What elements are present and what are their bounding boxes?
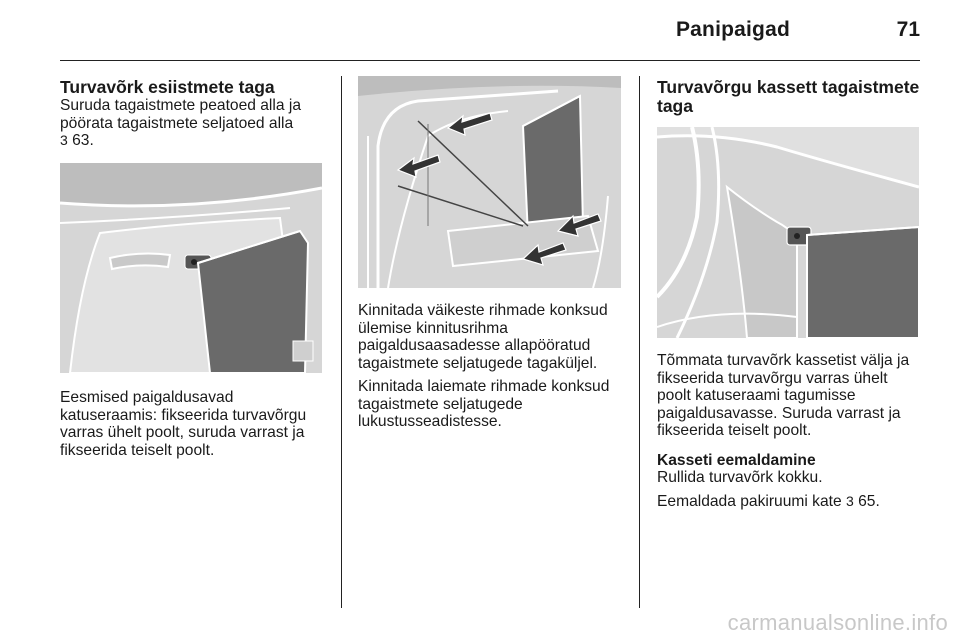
figure-cassette-rear [657, 127, 919, 338]
paragraph-line: Kinnitada väikeste rihmade konksud [358, 302, 608, 319]
paragraph-line: fikseerida turvavõrgu varras ühelt [657, 369, 888, 387]
figure-strap-hooks [358, 76, 621, 288]
section-heading: Turvavõrk esiistmete taga [60, 77, 275, 97]
illustration-cassette-mount [657, 127, 919, 338]
heading-line: Turvavõrgu kassett tagaistmete [657, 77, 920, 97]
page-reference-icon: 3 [845, 492, 854, 509]
paragraph-line: tagaistmete seljatugede [358, 395, 523, 413]
reference-line [657, 493, 927, 511]
caption-line: Eesmised paigaldusavad [60, 389, 234, 406]
page-header-title: Panipaigad [675, 18, 790, 41]
paragraph-line: poolt katuseraami tagumisse [657, 387, 856, 404]
paragraph-line: Tõmmata turvavõrk kassetist välja ja [657, 352, 910, 369]
intro-line: Suruda tagaistmete peatoed alla ja [60, 97, 302, 114]
figure-front-mounting-point [60, 163, 322, 373]
caption-line: varras ühelt poolt, suruda varrast ja [60, 424, 305, 441]
caption-line: katuseraamis: fikseerida turvavõrgu [60, 406, 307, 424]
column-divider-2 [639, 76, 640, 608]
column-2 [358, 302, 628, 431]
paragraph-line: tagaistmete seljatugede tagaküljel. [358, 354, 598, 372]
column-3-heading [657, 78, 927, 116]
page-reference-icon: 3 [60, 132, 68, 148]
intro-line: pöörata tagaistmete seljatoed alla [60, 114, 294, 132]
paragraph-line: Rullida turvavõrk kokku. [657, 469, 823, 486]
illustration-roof-mount [60, 163, 322, 373]
heading-line: taga [657, 96, 693, 116]
subsection-heading: Kasseti eemaldamine [657, 451, 816, 469]
column-divider-1 [341, 76, 342, 608]
reference-page: 63. [67, 132, 94, 149]
reference-page: 65. [853, 492, 880, 510]
column-1-caption [60, 389, 330, 459]
paragraph-line: Kinnitada laiemate rihmade konksud [358, 378, 610, 395]
header-divider [60, 60, 920, 61]
page-number: 71 [896, 18, 920, 41]
paragraph-line: ülemise kinnitusrihma [358, 319, 508, 337]
illustration-strap-attachment [358, 76, 621, 288]
paragraph-line: fikseerida teiselt poolt. [657, 422, 812, 439]
paragraph-line: lukustusseadistesse. [358, 413, 502, 430]
section-heading [657, 78, 927, 116]
caption-line: fikseerida teiselt poolt. [60, 441, 215, 459]
column-3 [657, 352, 927, 510]
column-1 [60, 78, 330, 150]
paragraph-line: paigaldusaasadesse allapööratud [358, 337, 591, 354]
reference-text: Eemaldada pakiruumi kate [657, 492, 846, 510]
intro-reference [60, 132, 330, 150]
watermark: carmanualsonline.info [727, 610, 948, 635]
paragraph-line: paigaldusavasse. Suruda varrast ja [657, 404, 901, 422]
